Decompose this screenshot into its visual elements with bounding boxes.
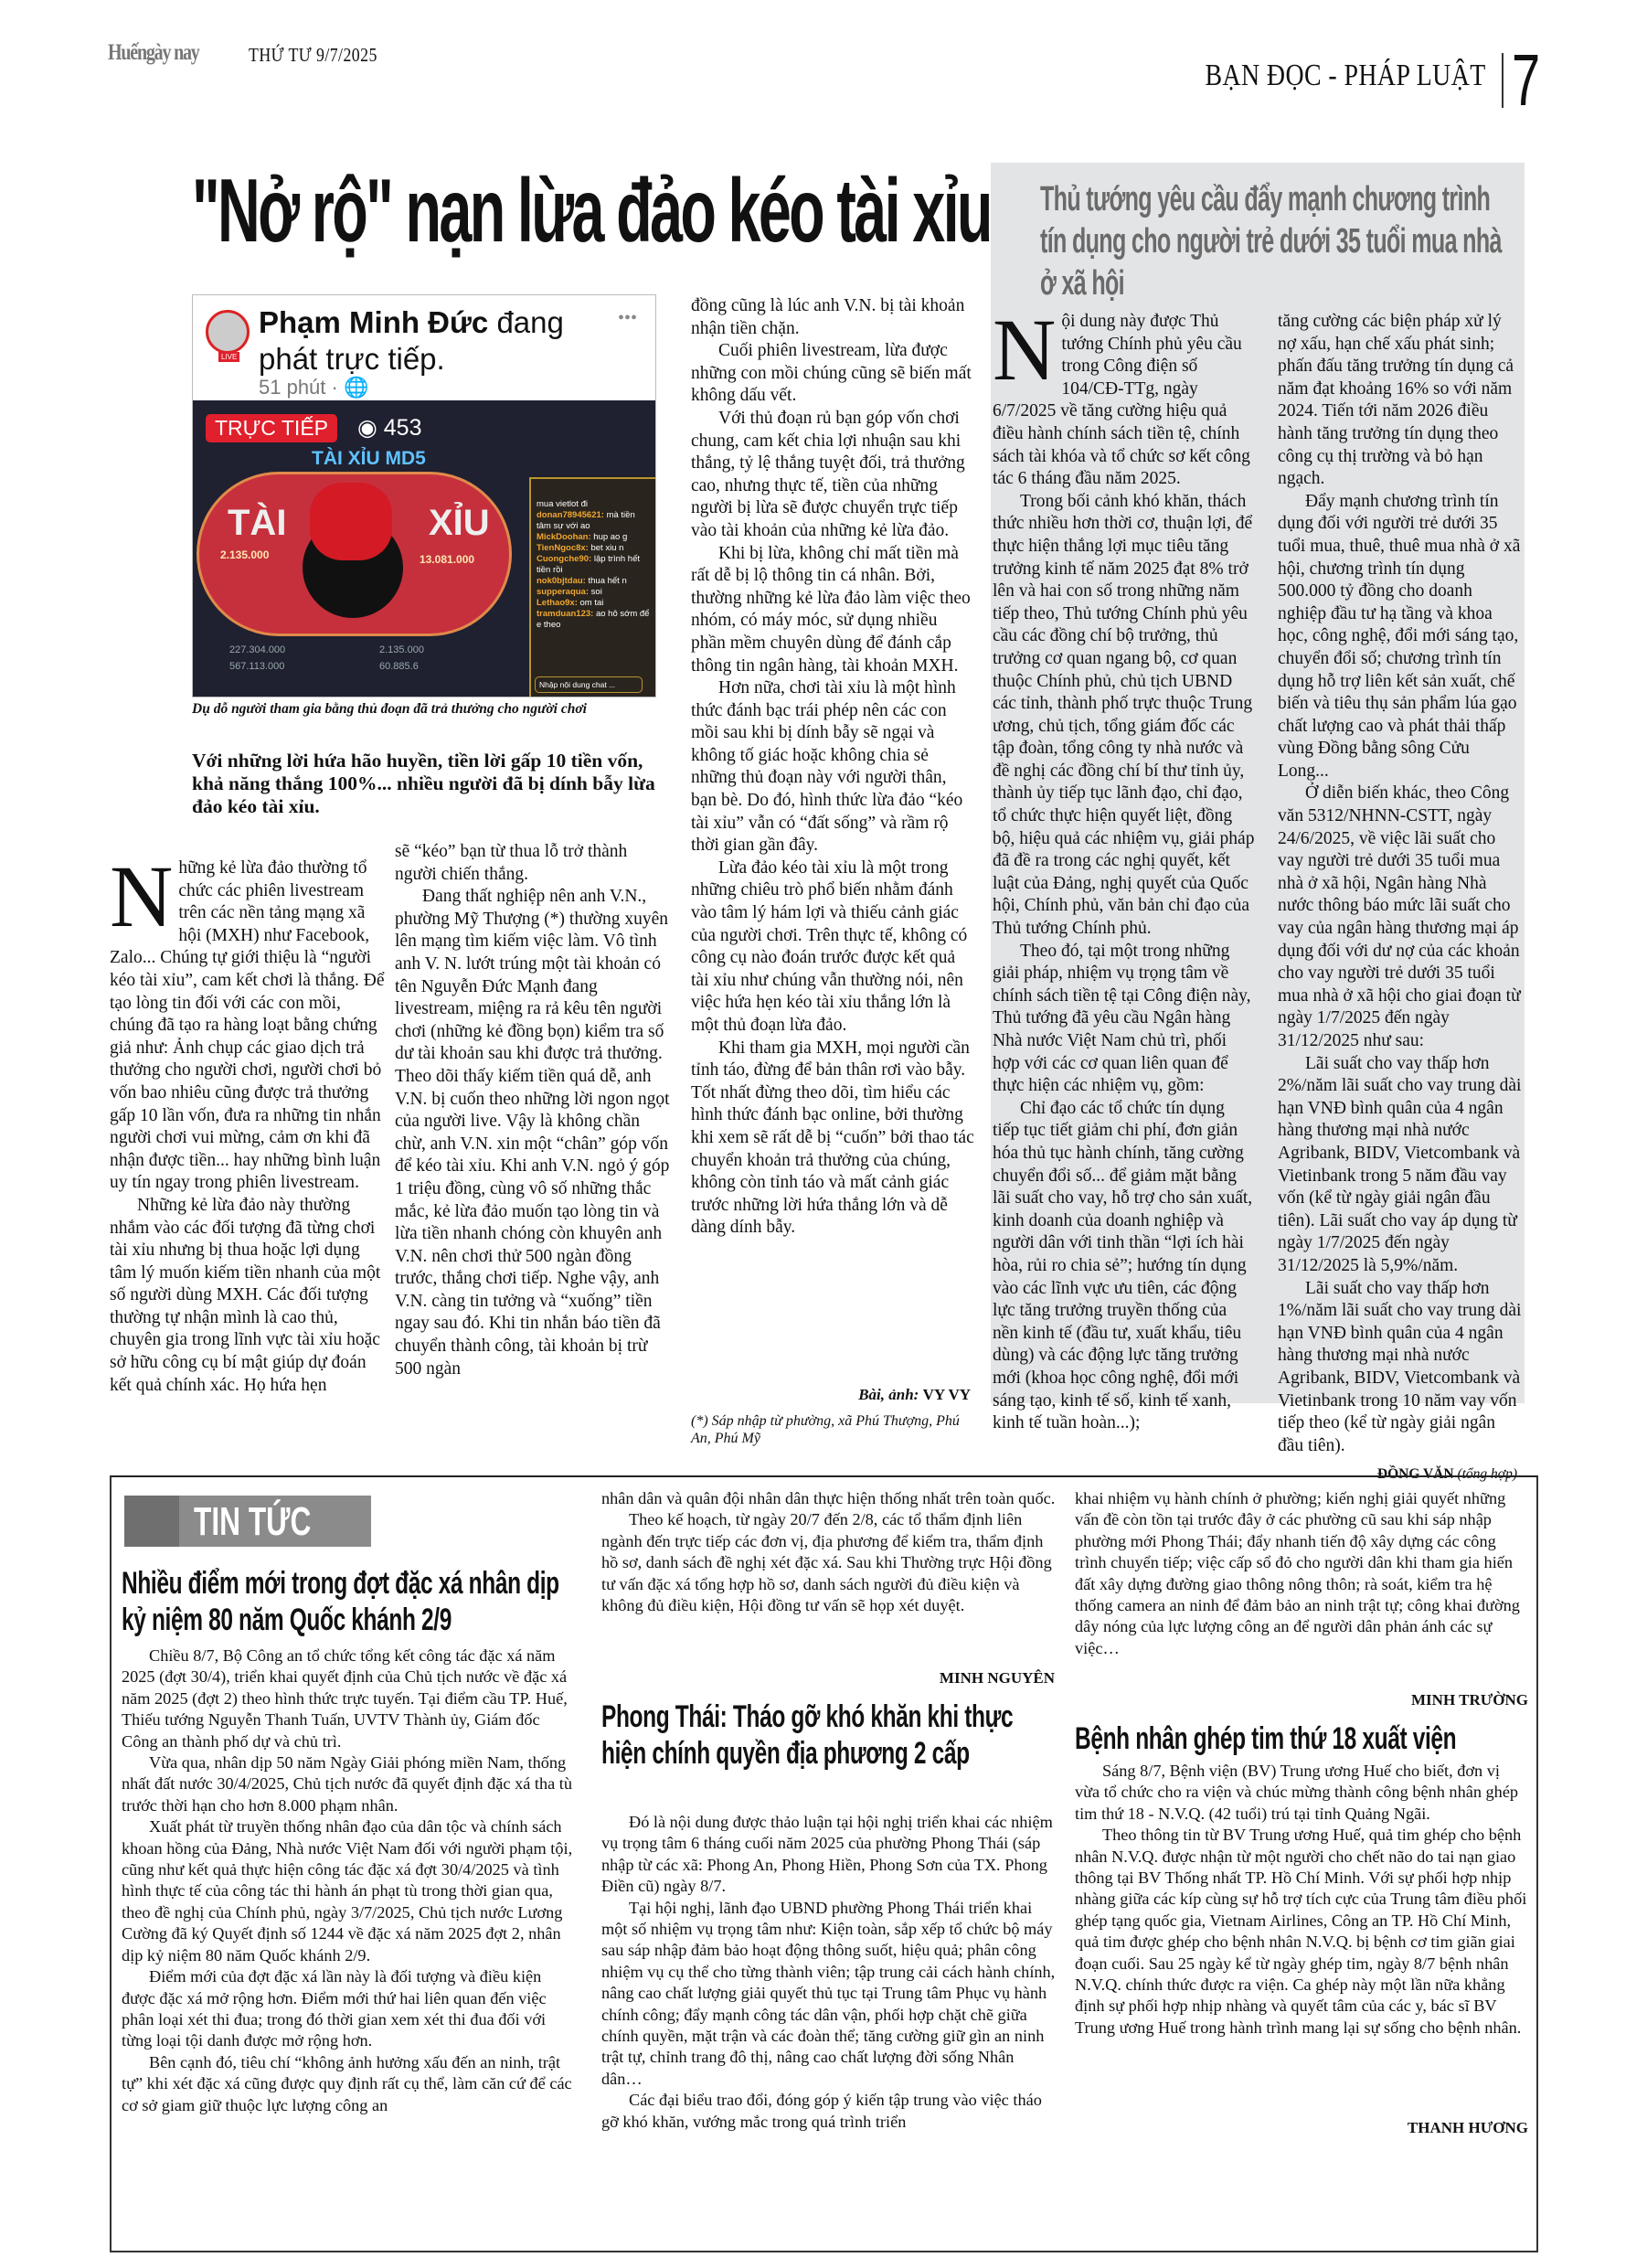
paragraph: khai nhiệm vụ hành chính ở phường; kiến nghị giải quyết những vấn đề còn tồn tại trước đây ở các phường cũ sau khi sáp nhập phường mới Phong Thái; đẩy nhanh tiến độ xây dựng các công trình chuyển tiếp; việc cấp sổ đỏ cho người dân khi tham gia hiến đất xây dựng đường giao thông nông thôn; rà soát, kiểm tra hệ thống camera an ninh để đảm bảo an ninh trật tự; công khai đường dây nóng của lực lượng công an để người dân phản ánh các sự việc… — [1075, 1489, 1520, 1657]
main-headline: "Nở rộ" nạn lừa đảo kéo tài xỉu — [192, 160, 991, 261]
paragraph: Lãi suất cho vay thấp hơn 2%/năm lãi suất cho vay trung dài hạn VNĐ bình quân của 4 ngân hàng thương mại nhà nước Agribank, BIDV, Vietcombank và Vietinbank trong 5 năm đầu vay vốn (kể từ ngày giải ngân đầu tiên). Lãi suất cho vay áp dụng từ ngày 1/7/2025 đến ngày 31/12/2025 là 5,9%/năm. — [1278, 1053, 1522, 1275]
paragraph: Sáng 8/7, Bệnh viện (BV) Trung ương Huế cho biết, đơn vị vừa tổ chức cho ra viện và chúc mừng thành công bệnh nhân ghép tim thứ 18 - N.V.Q. (42 tuổi) trú tại tỉnh Quảng Ngãi. — [1075, 1762, 1519, 1823]
news-byline-1: MINH NGUYÊN — [939, 1669, 1055, 1687]
drop-cap: N — [993, 301, 1057, 399]
paragraph: Theo thông tin từ BV Trung ương Huế, quả tim ghép cho bệnh nhân N.V.Q. được nhận từ một người cho chết não do tai nạn giao thông tại BV Thống nhất TP. Hồ Chí Minh. Với sự phối hợp nhịp nhàng giữa các kíp cùng sự hỗ trợ tích cực của Trung tâm điều phối ghép tạng quốc gia, Vietnam Airlines, Công an TP. Hồ Chí Minh, quả tim được ghép cho bệnh nhân N.V.Q. bị bệnh cơ tim giãn giai đoạn cuối. Sau 25 ngày kể từ ngày ghép tim, ngày 8/7 bệnh nhân N.V.Q. chính thức được ra viện. Ca ghép này một lần nữa khẳng định sự phối hợp nhịp nhàng và quyết tâm của các y, bác sĩ BV Trung ương Huế trong hành trình mang lại sự sống cho bệnh nhân. — [1075, 1826, 1527, 2037]
header-divider — [1502, 53, 1504, 108]
chat-panel — [529, 477, 656, 697]
paragraph: Chỉ đạo các tổ chức tín dụng tiếp tục tiết giảm chi phí, đơn giản hóa thủ tục hành chính, tăng cường chuyển đổi số... để giảm mặt bằng lãi suất cho vay, hỗ trợ cho sản xuất, kinh doanh của doanh nghiệp và người dân với tinh thần “lợi ích hài hòa, rủi ro chia sẻ”; hướng tín dụng vào các lĩnh vực ưu tiên, các động lực tăng trưởng truyền thống của nền kinh tế (đầu tư, xuất khẩu, tiêu dùng) và các động lực tăng trưởng mới (khoa học công nghệ, đổi mới sáng tạo, kinh tế số, kinh tế xanh, kinh tế tuần hoàn...); — [993, 1098, 1253, 1433]
xiu-label: XỈU — [429, 503, 490, 543]
chat-message: donan78945621: mà tiền tâm sự với ao — [537, 510, 635, 531]
paragraph: Những kẻ lừa đảo thường tổ chức các phiên livestream trên các nền tảng mạng xã hội (MXH) như Facebook, Zalo... Chúng tự giới thiệu là “người kéo tài xỉu”, cam kết chơi là thắng. Để tạo lòng tin đối với các con mồi, chúng đã tạo ra hàng loạt bằng chứng giả như: Ảnh chụp các giao dịch trả thưởng cho người chơi, người chơi bỏ vốn bao nhiêu cũng được trả thưởng gấp 10 lần vốn, đưa ra những tin nhắn người chơi vui mừng, cảm ơn khi đã nhận được tiền... hay những bình luận uy tín ngay trong phiên livestream. — [110, 847, 385, 1193]
news-body-2-continued — [1075, 1488, 1528, 1659]
eye-icon: ◉ — [357, 415, 377, 441]
more-options-icon: ••• — [617, 308, 637, 328]
viewer-count — [357, 414, 422, 442]
news-body-2 — [601, 1812, 1058, 2133]
section-title: BẠN ĐỌC - PHÁP LUẬT — [1205, 59, 1486, 92]
paragraph: Theo kế hoạch, từ ngày 20/7 đến 2/8, các tổ thẩm định liên ngành đến trực tiếp các đơn vị, địa phương để kiểm tra, thẩm định hồ sơ, danh sách đề nghị xét đặc xá. Sau khi Thường trực Hội đồng tư vấn đặc xá tổng hợp hồ sơ, danh sách người đủ điều kiện và không đủ điều kiện, Hội đồng tư vấn sẽ họp xét duyệt. — [601, 1510, 1052, 1615]
news-byline-3: THANH HƯƠNG — [1407, 2119, 1528, 2136]
article-lead: Với những lời hứa hão huyền, tiền lời gấp 10 tiền vốn, khả năng thắng 100%... nhiều người đã bị dính bẫy lừa đảo kéo tài xỉu. — [192, 750, 655, 817]
paragraph: Theo đó, tại một trong những giải pháp, nhiệm vụ trọng tâm về chính sách tiền tệ tại Công điện này, Thủ tướng đã yêu cầu Ngân hàng Nhà nước Việt Nam chủ trì, phối hợp với các cơ quan liên quan để thực hiện các nhiệm vụ, gồm: — [993, 941, 1251, 1096]
sidebar-byline: ĐỒNG VĂN (tổng hợp) — [1376, 1466, 1517, 1482]
tai-amount: 2.135.000 — [220, 548, 270, 561]
post-action: đang phát trực tiếp. — [259, 305, 564, 376]
newspaper-logo: Huếngày nay — [108, 40, 199, 65]
live-tag: TRỰC TIẾP — [206, 414, 337, 442]
photo-caption: Dụ dỗ người tham gia bằng thủ đoạn đã trả thưởng cho người chơi — [192, 701, 587, 717]
page-number: 7 — [1512, 39, 1541, 121]
article-photo — [192, 294, 656, 697]
chat-message: supperaqua: soi — [537, 587, 602, 597]
paragraph: sẽ “kéo” bạn từ thua lỗ trở thành người chiến thắng. — [395, 842, 628, 884]
paragraph: Chiều 8/7, Bộ Công an tổ chức tổng kết công tác đặc xá năm 2025 (đợt 30/4), triển khai quyết định của Chủ tịch nước về đặc xá năm 2025 (đợt 2) theo hình thức trực tuyến. Tại điểm cầu TP. Huế, Thiếu tướng Nguyễn Thanh Tuấn, UVTV Thành ủy, Giám đốc Công an thành phố dự và chủ trì. — [122, 1646, 568, 1751]
dice-icon — [310, 483, 392, 560]
paragraph: Lãi suất cho vay thấp hơn 1%/năm lãi suất cho vay trung dài hạn VNĐ bình quân của 4 ngân hàng thương mại nhà nước Agribank, BIDV, Vietcombank và Vietinbank trong 10 năm vay vốn tiếp theo (kể từ ngày giải ngân đầu tiên). — [1278, 1278, 1522, 1455]
news-headline-3: Bệnh nhân ghép tim thứ 18 xuất viện — [1075, 1721, 1457, 1756]
paragraph: Với thủ đoạn rủ bạn góp vốn chơi chung, cam kết chia lợi nhuận sau khi thắng, tỷ lệ thắng tuyệt đối, trả thưởng cao, nhưng thực tế, tiền của những người bị lừa sẽ được chuyển trực tiếp vào tài khoản của những kẻ lừa đảo. — [691, 408, 965, 540]
post-time — [259, 376, 368, 399]
news-headline-2: Phong Thái: Tháo gỡ khó khăn khi thực hiện chính quyền địa phương 2 cấp — [601, 1699, 1014, 1771]
avatar — [206, 310, 250, 354]
post-time-text: 51 phút · — [259, 376, 338, 399]
paragraph: Vừa qua, nhân dịp 50 năm Ngày Giải phóng miền Nam, thống nhất đất nước 30/4/2025, Chủ tịch nước đã quyết định đặc xá tha tù trước thời hạn cho hơn 8.000 phạm nhân. — [122, 1753, 573, 1815]
paragraph: Nội dung này được Thủ tướng Chính phủ yêu cầu trong Công điện số 104/CĐ-TTg, ngày 6/7/2025 về tăng cường hiệu quả điều hành chính sách tiền tệ, chính sách tài khóa và tổ chức sơ kết công tác 6 tháng đầu năm 2025. — [993, 301, 1250, 489]
paragraph: Tại hội nghị, lãnh đạo UBND phường Phong Thái triển khai một số nhiệm vụ trọng tâm như: Kiện toàn, sắp xếp tổ chức bộ máy sau sáp nhập đảm bảo hoạt động thông suốt, hiệu quả; phân công nhiệm vụ cụ thể cho từng thành viên; tập trung cải cách hành chính, nâng cao chất lượng giải quyết thủ tục tại Trung tâm Phục vụ hành chính công; đẩy mạnh công tác dân vận, phối hợp chặt chẽ giữa chính quyền, mặt trận và các đoàn thể; tăng cường giữ gìn an ninh trật tự, chỉnh trang đô thị, nâng cao chất lượng đời sống Nhân dân… — [601, 1898, 1056, 2088]
paragraph: Đẩy mạnh chương trình tín dụng đối với người trẻ dưới 35 tuổi mua, thuê, thuê mua nhà ở xã hội, chương trình tín dụng 500.000 tỷ đồng cho doanh nghiệp đầu tư hạ tầng và khoa học, công nghệ, đổi mới sáng tạo, chuyển đổi số; chương trình tín dụng hỗ trợ liên kết sản xuất, chế biến và tiêu thụ sản phẩm lúa gạo chất lượng cao và phát thải thấp vùng Đồng bằng sông Cửu Long... — [1278, 491, 1521, 781]
facebook-post-header — [193, 295, 655, 400]
paragraph: Hơn nữa, chơi tài xỉu là một hình thức đánh bạc trái phép nên các con mồi sau khi bị dính bẫy sẽ ngại và không tố giác hoặc không chia sẻ những thủ đoạn này với người thân, bạn bè. Do đó, hình thức lừa đảo “kéo tài xỉu” vẫn có “đất sống” và rầm rộ thời gian gần đây. — [691, 678, 963, 856]
paragraph: Khi tham gia MXH, mọi người cần tỉnh táo, đừng để bản thân rơi vào bẫy. Tốt nhất đừng theo dõi, tìm hiểu các hình thức đánh bạc online, bởi thường khi xem sẽ rất dễ bị “cuốn” bởi thao tác chuyển khoản trả thưởng của chúng, không còn tỉnh táo và mất cảnh giác trước những lời hứa thắng lớn và dễ dàng dính bẫy. — [691, 1038, 974, 1238]
paragraph: Cuối phiên livestream, lừa được những con mồi chúng cũng sẽ biến mất không dấu vết. — [691, 341, 972, 406]
section-label: TIN TỨC — [194, 1499, 312, 1544]
paragraph: Xuất phát từ truyền thống nhân đạo của dân tộc và chính sách khoan hồng của Đảng, Nhà nước Việt Nam đối với người phạm tội, cũng như kết quả thực hiện công tác đặc xá đợt 30/4/2025 và tình hình thực tế của công tác thi hành án phạt tù trong thời gian qua, theo đề nghị của Chính phủ, ngày 3/7/2025, Chủ tịch nước Lương Cường đã ký Quyết định số 1244 về đặc xá năm 2025 đợt 2, nhân dịp kỷ niệm 80 năm Quốc khánh 2/9. — [122, 1817, 573, 1965]
article-byline: Bài, ảnh: VY VY — [858, 1386, 971, 1403]
paragraph: Trong bối cảnh khó khăn, thách thức nhiều hơn thời cơ, thuận lợi, để thực hiện thắng lợi mục tiêu tăng trưởng kinh tế năm 2025 đạt 8% trở lên và hai con số trong những năm tiếp theo, Thủ tướng Chính phủ yêu cầu các đồng chí bộ trưởng, thủ trưởng cơ quan ngang bộ, cơ quan thuộc Chính phủ, chủ tịch UBND các tỉnh, thành phố trực thuộc Trung ương, chủ tịch, tổng giám đốc các tập đoàn, tổng công ty nhà nước và đề nghị các đồng chí bí thư tỉnh ủy, thành ủy tiếp tục lãnh đạo, chỉ đạo, tổ chức thực hiện quyết liệt, đồng bộ, hiệu quả các nhiệm vụ, giải pháp đã đề ra trong các nghị quyết, kết luật của Đảng, nghị quyết của Quốc hội, Chính phủ, văn bản chỉ đạo của Thủ tướng Chính phủ. — [993, 491, 1255, 939]
globe-icon: 🌐 — [343, 376, 369, 399]
tai-label: TÀI — [228, 503, 287, 543]
news-body-3 — [1075, 1761, 1528, 2039]
viewer-number: 453 — [383, 415, 422, 441]
paragraph: Những kẻ lừa đảo này thường nhắm vào các đối tượng đã từng chơi tài xỉu nhưng bị thua hoặc lợi dụng tâm lý muốn kiếm tiền nhanh của một số người dùng MXH. Các đối tượng thường tự nhận mình là cao thủ, chuyên gia trong lĩnh vực tài xỉu hoặc sở hữu công cụ bí mật giúp dự đoán kết quả chính xác. Họ hứa hẹn — [110, 1195, 381, 1395]
paragraph: nhân dân và quân đội nhân dân thực hiện thống nhất trên toàn quốc. — [601, 1489, 1056, 1507]
article-footnote: (*) Sáp nhập từ phường, xã Phú Thượng, Phú An, Phú Mỹ — [691, 1413, 960, 1446]
article-column-2 — [395, 841, 671, 1380]
sidebar-column-2 — [1278, 311, 1523, 1457]
stat-value: 2.135.000 — [379, 644, 424, 655]
game-title: TÀI XỈU MD5 — [312, 448, 426, 469]
paragraph: Các đại biểu trao đổi, đóng góp ý kiến tập trung vào việc tháo gỡ khó khăn, vướng mắc trong quá trình triển — [601, 2091, 1042, 2131]
paragraph: Ở diễn biến khác, theo Công văn 5312/NHNN-CSTT, ngày 24/6/2025, về việc lãi suất cho vay người trẻ dưới 35 tuổi mua nhà ở xã hội, Ngân hàng Nhà nước thông báo mức lãi suất cho vay của ngân hàng thương mại áp dụng đối với dư nợ của các khoản cho vay người trẻ dưới 35 tuổi mua nhà ở xã hội cho giai đoạn từ ngày 1/7/2025 đến ngày 31/12/2025 như sau: — [1278, 783, 1521, 1050]
stat-value: 60.885.6 — [379, 661, 419, 672]
chat-message: tramduan123: ao hô sớm để e theo — [537, 609, 650, 630]
news-headline-1: Nhiều điểm mới trong đợt đặc xá nhân dịp kỷ niệm 80 năm Quốc khánh 2/9 — [122, 1566, 559, 1637]
stat-value: 567.113.000 — [229, 661, 285, 672]
stat-value: 227.304.000 — [229, 644, 286, 655]
paragraph: Lừa đảo kéo tài xỉu là một trong những chiêu trò phổ biến nhằm đánh vào tâm lý hám lợi và thiếu cảnh giác của người chơi. Trên thực tế, không có công cụ nào đoán trước được kết quả tài xỉu như chúng vẫn thường nói, nên việc hứa hẹn kéo tài xỉu thắng lớn là một thủ đoạn lừa đảo. — [691, 857, 968, 1035]
chat-message: Cuongche90: lập trình hết tiền rồi — [537, 554, 640, 575]
chat-message: mua vietlot đi — [537, 499, 588, 509]
sidebar-column-1 — [993, 301, 1256, 1435]
chat-message: TienNgoc8x: bet xiu n — [537, 543, 624, 553]
post-author-line — [259, 304, 606, 378]
news-byline-2: MINH TRƯỜNG — [1411, 1691, 1528, 1709]
paragraph: Đang thất nghiệp nên anh V.N., phường Mỹ Thượng (*) thường xuyên lên mạng tìm kiếm việc làm. Vô tình anh V. N. lướt trúng một tài khoản có tên Nguyễn Đức Mạnh đang livestream, miệng ra rả kêu tên người chơi (những kẻ đồng bọn) kiểm tra số dư tài khoản sau khi được trả thưởng. Theo dõi thấy kiếm tiền quá dễ, anh V.N. bị cuốn theo những lời ngon ngọt của người live. Vậy là không chần chừ, anh V.N. xin một “chân” góp vốn để kéo tài xỉu. Khi anh V.N. ngỏ ý góp 1 triệu đồng, cùng vô số những thắc mắc, kẻ lừa đảo muốn tạo lòng tin và lừa tiền nhanh chóng còn khuyên anh V.N. nên chơi thử 500 ngàn đồng trước, thắng chơi tiếp. Nghe vậy, anh V.N. càng tin tưởng và “xuống” tiền ngay sau đó. Khi tin nhắn báo tiền đã chuyển thành công, tài khoản bị trừ 500 ngàn — [395, 887, 670, 1379]
paragraph: Đó là nội dung được thảo luận tại hội nghị triển khai các nhiệm vụ trọng tâm 6 tháng cuối năm 2025 của phường Phong Thái (sáp nhập từ các xã: Phong An, Phong Hiền, Phong Sơn của TX. Phong Điền cũ) ngày 8/7. — [601, 1813, 1053, 1896]
article-column-1 — [110, 847, 386, 1397]
game-screenshot — [193, 400, 656, 697]
paragraph: tăng cường các biện pháp xử lý nợ xấu, hạn chế xấu phát sinh; phấn đấu tăng trưởng tín dụng cả năm đạt khoảng 16% so với năm 2024. Tiến tới năm 2026 điều hành tăng trưởng tín dụng theo công cụ thị trường và bỏ hạn ngạch. — [1278, 312, 1514, 489]
paragraph: Điểm mới của đợt đặc xá lần này là đối tượng và điều kiện được đặc xá mở rộng hơn. Điểm mới thứ hai liên quan đến việc phân loại xét thi đua; trong đó thời gian xem xét thi đua đối với từng loại tội danh được mở rộng hơn. — [122, 1967, 547, 2050]
section-label-accent — [124, 1496, 179, 1547]
chat-message: Lethao9x: om tai — [537, 598, 604, 608]
game-stats — [229, 644, 522, 673]
chat-input: Nhập nội dung chat ... — [535, 676, 643, 693]
paragraph: đồng cũng là lúc anh V.N. bị tài khoản nhận tiền chặn. — [691, 296, 965, 338]
news-body-1-continued — [601, 1488, 1058, 1616]
live-badge: LIVE — [218, 352, 239, 362]
chat-message: nok0bjtdau: thua hết n — [537, 576, 627, 586]
sidebar-headline: Thủ tướng yêu cầu đẩy mạnh chương trình tín dụng cho người trẻ dưới 35 tuổi mua nhà ở xã hội — [1040, 180, 1502, 303]
xiu-amount: 13.081.000 — [420, 553, 475, 566]
dateline: THỨ TƯ 9/7/2025 — [249, 44, 377, 66]
drop-cap: N — [110, 847, 174, 945]
chat-message: MickDoohan: hup ao g — [537, 532, 628, 542]
post-author-name: Phạm Minh Đức — [259, 305, 489, 339]
paragraph: Khi bị lừa, không chỉ mất tiền mà rất dễ bị lộ thông tin cá nhân. Bởi, thường những kẻ lừa đảo làm việc theo nhóm, có máy móc, sử dụng nhiều phần mềm chuyên dùng để đánh cắp thông tin ngân hàng, tài khoản MXH. — [691, 543, 971, 676]
paragraph: Bên cạnh đó, tiêu chí “không ảnh hưởng xấu đến an ninh, trật tự” khi xét đặc xá cũng được quy định rất cụ thể, làm căn cứ để các cơ sở giam giữ thuộc lực lượng công an — [122, 2052, 572, 2114]
article-column-3 — [691, 295, 974, 1240]
news-body-1 — [122, 1645, 573, 2116]
